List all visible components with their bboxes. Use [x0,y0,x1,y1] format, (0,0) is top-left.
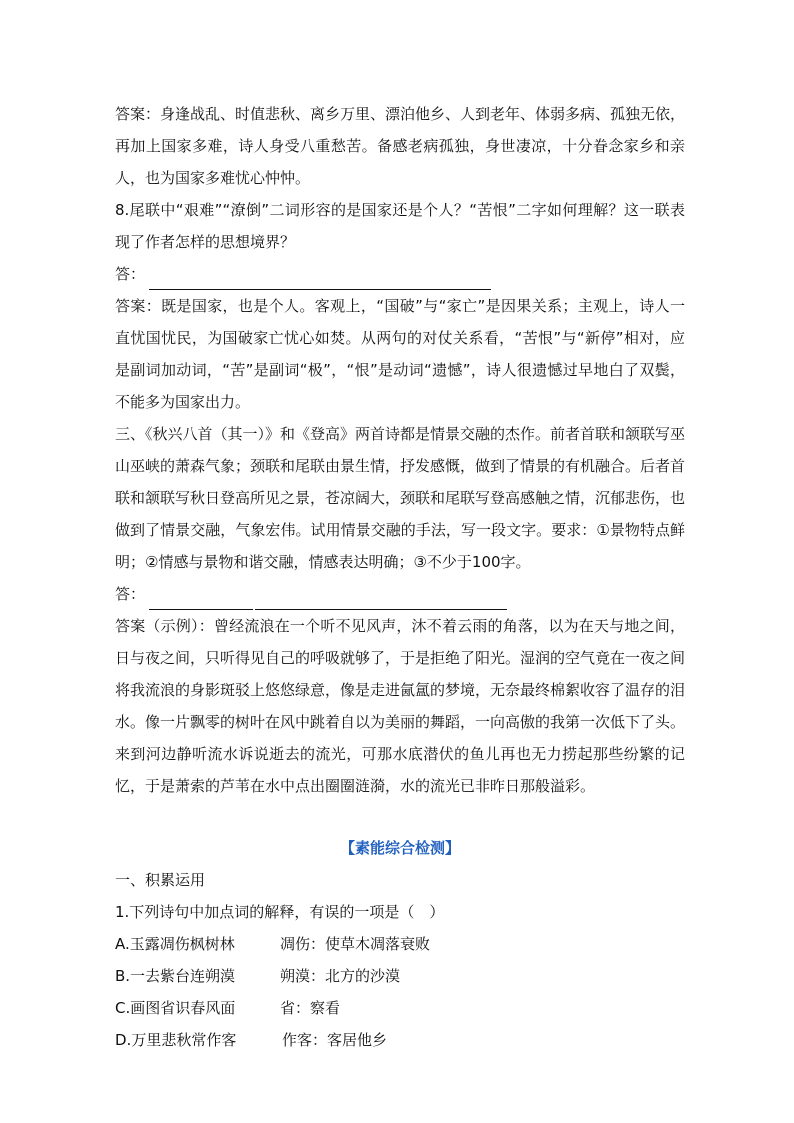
part3-answer: 答案（示例）：曾经流浪在一个听不见风声，沐不着云雨的角落，以为在天与地之间，日与夜之间，只听得见自己的呼吸就够了，于是拒绝了阳光。湿润的空气竟在一夜之间将我流浪的身影斑驳上悠悠绿意，像是走进氤氲的梦境，无奈最终棉絮收容了温存的泪水。像一片飘零的树叶在风中跳着自以为美丽的舞蹈，一向高傲的我第一次低下了头。来到河边静听流水诉说逝去的流光，可那水底潜伏的鱼儿再也无力捞起那些纷繁的记忆，于是萧索的芦苇在水中点出圈圈涟漪，水的流光已非昨日那般溢彩。 [115,617,686,795]
part3-answer-blank-2[interactable] [255,591,507,610]
option-text: B.一去紫台连朔漠 [115,967,236,985]
part3-answer-prefix: 答： [115,585,146,603]
part3-answer-line [115,578,685,610]
option-text: D.万里悲秋常作客 [115,1031,237,1049]
q1-option-d [115,1024,685,1056]
q1-option-b [115,960,685,992]
q8-answer-blank[interactable] [149,271,491,290]
q8-answer-line [115,258,685,290]
q8-answer: 答案：既是国家，也是个人。客观上，“国破”与“家亡”是因果关系；主观上，诗人一直忧国忧民，为国破家亡忧心如焚。从两句的对仗关系看，“苦恨”与“新停”相对，应是副词加动词，“苦”是副词“极”，“恨”是动词“遗憾”，诗人很遗憾过早地白了双鬓，不能多为国家出力。 [115,297,685,411]
sub-heading: 一、积累运用 [115,871,206,889]
q1-question: 1.下列诗句中加点词的解释，有误的一项是（ ） [115,903,445,921]
q8-answer-prefix: 答： [115,265,146,283]
document-page [115,98,685,1056]
q7-answer: 答案：身逢战乱、时值悲秋、离乡万里、漂泊他乡、人到老年、体弱多病、孤独无依，再加上国家多难，诗人身受八重愁苦。备感老病孤独，身世凄凉，十分眷念家乡和亲人，也为国家多难忧心忡忡。 [115,105,686,187]
section-title: 【素能综合检测】 [339,839,460,857]
q1-option-a [115,928,685,960]
option-gloss: 省：察看 [280,999,341,1017]
q1-option-c [115,992,685,1024]
option-text: C.画图省识春风面 [115,999,236,1017]
option-gloss: 凋伤：使草木凋落衰败 [280,935,431,953]
q8-question: 8.尾联中“艰难”“潦倒”二词形容的是国家还是个人？“苦恨”二字如何理解？这一联表现了作者怎样的思想境界？ [115,201,685,251]
part3-answer-blank-1[interactable] [149,591,253,610]
option-gloss: 作客：客居他乡 [282,1031,388,1049]
part3-question: 三、《秋兴八首（其一）》和《登高》两首诗都是情景交融的杰作。前者首联和颔联写巫山巫峡的萧森气象；颈联和尾联由景生情，抒发感慨，做到了情景的有机融合。后者首联和颔联写秋日登高所见之景，苍凉阔大，颈联和尾联写登高感触之情，沉郁悲伤，也做到了情景交融，气象宏伟。试用情景交融的手法，写一段文字。要求：①景物特点鲜明；②情感与景物和谐交融，情感表达明确；③不少于100字。 [115,425,686,571]
option-gloss: 朔漠：北方的沙漠 [280,967,401,985]
option-text: A.玉露凋伤枫树林 [115,935,235,953]
